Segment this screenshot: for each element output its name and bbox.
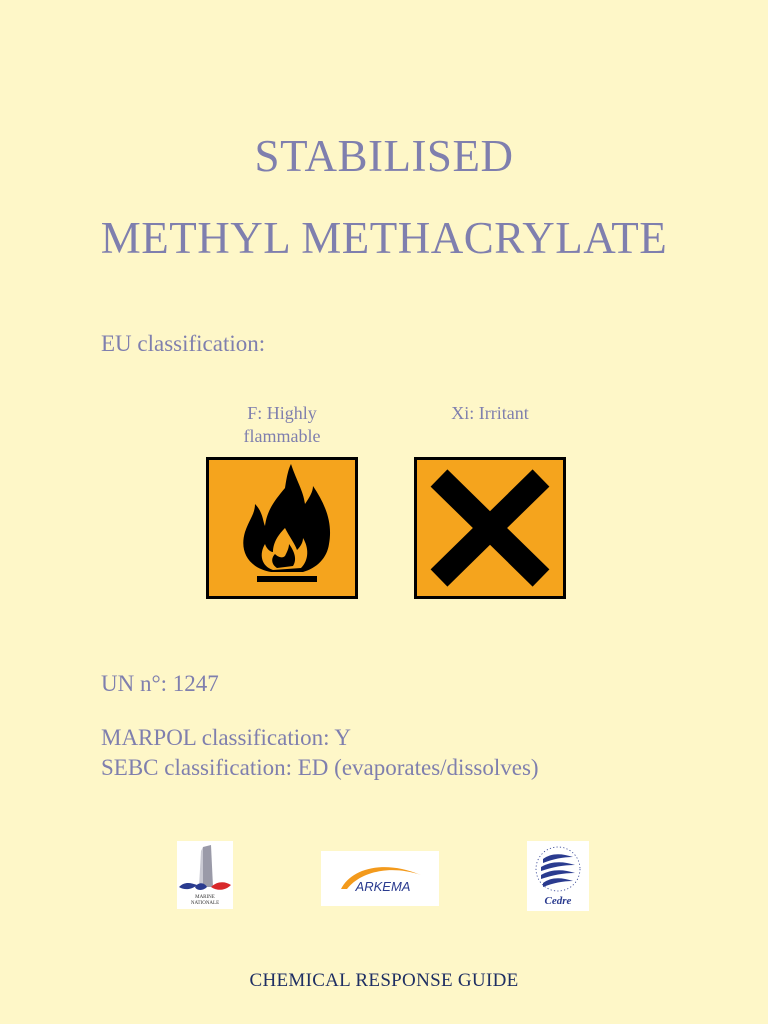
hazard-caption-flammable (205, 402, 359, 448)
cedre-logo (527, 841, 589, 911)
eu-classification-label: EU classification: (101, 331, 266, 356)
marine-logo-text: MARINE (195, 895, 215, 900)
cedre-logo-text: Cedre (544, 895, 572, 907)
arkema-logo (321, 851, 439, 906)
hazard-caption-line: F: Highly (247, 403, 317, 423)
saltire-cross-icon (414, 457, 566, 599)
marine-logo-text: NATIONALE (190, 901, 220, 906)
title-line-stabilised: STABILISED (254, 131, 514, 181)
hazard-caption-line: flammable (243, 426, 321, 446)
footer-title: CHEMICAL RESPONSE GUIDE (249, 970, 519, 991)
hazard-caption-irritant (413, 402, 567, 425)
hazard-caption-line: Xi: Irritant (451, 403, 529, 423)
marine-nationale-logo (177, 841, 233, 909)
un-number: UN n°: 1247 (101, 671, 219, 696)
marpol-classification: MARPOL classification: Y (101, 725, 351, 750)
flame-icon (206, 457, 358, 599)
arkema-logo-text: ARKEMA (355, 879, 411, 894)
sebc-classification: SEBC classification: ED (evaporates/dissolves) (101, 755, 539, 780)
title-line-substance: METHYL METHACRYLATE (100, 213, 668, 263)
